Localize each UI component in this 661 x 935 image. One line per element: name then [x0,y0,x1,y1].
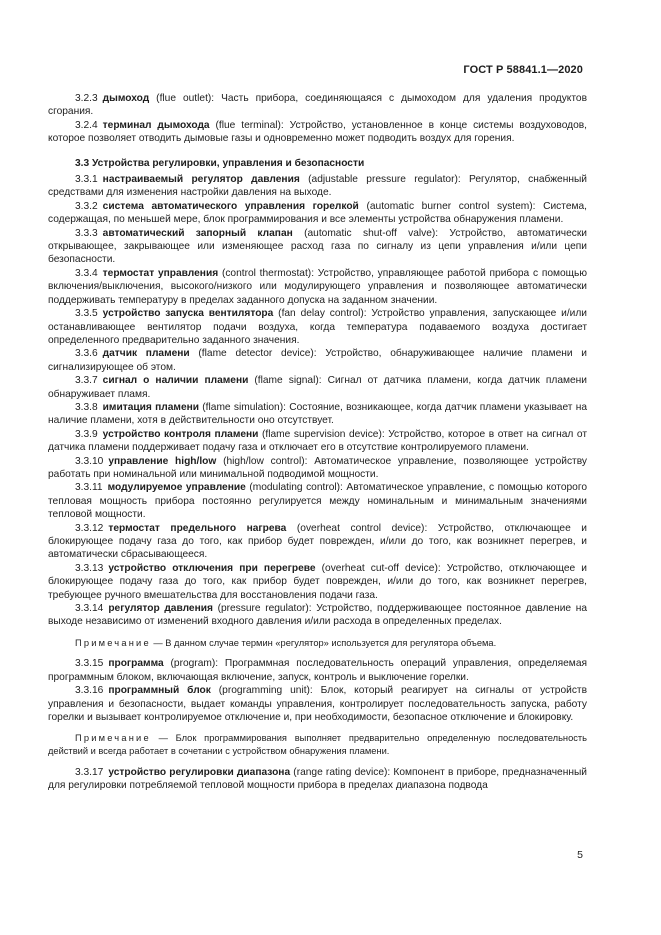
entry-number: 3.3.5 [75,308,98,320]
definition-entry [48,374,587,401]
definition-entry [48,455,587,482]
definition-entry [48,200,587,227]
entry-term: устройство запуска вентилятора [102,308,274,320]
entry-number: 3.3.4 [75,267,98,279]
entry-number: 3.3.15 [75,658,104,670]
entry-definition: (flame simulation): Состояние, возникающее, когда датчик пламени указывает на наличие пламени, хотя в действительности оно отсутствует. [48,401,587,427]
entry-definition: (automatic shut-off valve): Устройство, автоматически открывающее, закрывающее или изменяющее расход газа по сигналу из цепи управления и/или цепи безопасности. [48,227,587,266]
entry-term: сигнал о наличии пламени [102,375,249,387]
definition-entry [48,401,587,428]
definition-entry [48,92,587,119]
entry-definition: (adjustable pressure regulator): Регулятор, снабженный средствами для изменения настройки давления на выходе. [48,174,587,199]
entry-term: система автоматического управления горелкой [102,200,359,212]
entry-term: программный блок [108,685,211,697]
entry-definition: (control thermostat): Устройство, управляющее работой прибора с помощью включения/выключения, высокого/низкого или модулирующего управления и позволяющее автоматически поддерживать температуру в пределах заданного допуска на заданном значении. [48,267,588,306]
entry-definition: (modulating control): Автоматическое управление, с помощью которого тепловая мощность прибора постоянно регулируется между номинальным и минимальным значениями тепловой мощности. [48,482,587,521]
entry-term: термостат предельного нагрева [108,522,287,534]
entry-definition: (programming unit): Блок, который реагирует на сигналы от устройств управления и безопасности, выдает команды управления, контролирует последовательность запуска, работу горелки и вызывает контролируемое отключение и, при необходимости, безопасное отключение и блокировку. [48,685,588,724]
entry-number: 3.3.12 [75,522,104,534]
entry-definition: (flue outlet): Часть прибора, соединяющаяся с дымоходом для удаления продуктов сгорания. [48,93,587,118]
entry-term: программа [108,658,164,670]
definition-entry [48,173,587,200]
entry-number: 3.2.4 [75,119,98,131]
entry-definition: (high/low control): Автоматическое управление, позволяющее устройству работать при номинальной или минимальной подводимой мощности. [48,455,587,480]
entry-number: 3.3.1 [75,174,98,186]
note-label: Примечание [75,637,151,648]
definition-entry [48,657,587,684]
entry-term: настраиваемый регулятор давления [102,174,300,186]
entry-number: 3.3.9 [75,428,98,440]
definition-entry [48,347,587,374]
entry-term: дымоход [102,93,150,104]
entry-term: устройство отключения при перегреве [108,562,316,574]
definition-entry [48,267,587,307]
definition-entry [48,307,587,347]
entry-term: устройство контроля пламени [102,428,259,440]
entry-definition: (range rating device): Компонент в приборе, предназначенный для регулировки потребляемой тепловой мощности прибора в пределах диапазона подвода [48,766,587,792]
page-number: 5 [577,849,583,861]
entry-definition: (pressure regulator): Устройство, поддерживающее постоянное давление на выходе независимо от изменений входного давления и/или расхода в определенных пределах. [48,603,587,628]
definition-entry [48,481,587,521]
document-body [48,92,587,792]
entry-term: модулируемое управление [107,482,246,494]
entry-definition: (flame detector device): Устройство, обнаруживающее наличие пламени и сигнализирующее об этом. [48,348,587,373]
definition-entry [48,766,587,793]
entry-number: 3.3.11 [75,482,103,494]
entry-definition: (automatic burner control system): Система, содержащая, по меньшей мере, блок программирования и все элементы устройства обнаружения пламени. [48,200,587,226]
entry-term: терминал дымохода [102,119,210,131]
note-2 [48,732,587,757]
entry-number: 3.3.10 [75,455,104,467]
entries-mid [48,657,587,724]
entry-term: регулятор давления [108,603,213,615]
entry-number: 3.3.2 [75,200,98,212]
entry-number: 3.3.7 [75,375,98,387]
document-header: ГОСТ Р 58841.1—2020 [463,64,583,76]
definition-entry [48,119,587,146]
entry-definition: (flame signal): Сигнал от датчика пламени, когда датчик пламени обнаруживает пламя. [48,375,587,400]
definition-entry [48,684,587,724]
definition-entry [48,562,587,602]
definition-entry [48,522,587,562]
entry-definition: (overheat control device): Устройство, отключающее и блокирующее подачу газа до того, как прибор будет поврежден, и/или до того, как возникнет перегрев, и автоматически сбрасывающееся. [48,522,587,561]
entries-main [48,173,587,629]
entry-term: автоматический запорный клапан [102,227,293,239]
entry-number: 3.3.16 [75,685,104,697]
entry-number: 3.3.14 [75,603,104,615]
entry-definition: (program): Программная последовательность операций управления, определяемая программным блоком, включающая включение, запуск, контроль и выключение горелки. [48,658,587,683]
section-title: 3.3 Устройства регулировки, управления и безопасности [75,157,365,169]
definition-entry [48,428,587,455]
entry-definition: (flue terminal): Устройство, установленное в конце системы воздуховодов, которое позволяет отводить дымовые газы и одновременно может подводить воздух для горения. [48,119,587,145]
entries-top [48,92,587,146]
entry-term: управление high/low [108,455,217,467]
entry-term: устройство регулировки диапазона [108,766,291,778]
definition-entry [48,227,587,267]
entry-number: 3.3.3 [75,227,98,239]
definition-entry [48,602,587,629]
entry-number: 3.3.8 [75,401,98,413]
note-text: — В данном случае термин «регулятор» используется для регулятора объема. [150,637,497,648]
entry-definition: (flame supervision device): Устройство, которое в ответ на сигнал от датчика пламени поддерживает подачу газа и отключает его в отсутствие контролируемого пламени. [48,428,587,454]
entry-number: 3.3.17 [75,766,104,778]
entry-term: термостат управления [102,267,219,279]
note-text: — Блок программирования выполняет предварительно определенную последовательность действий и всегда работает в сочетании с устройством обнаружения пламени. [48,733,587,757]
note-1 [48,637,587,650]
entry-number: 3.2.3 [75,93,98,104]
entry-term: имитация пламени [102,401,200,413]
entry-definition: (fan delay control): Устройство управления, запускающее и/или останавливающее вентилятор подачи воздуха, когда температура подаваемого воздуха достигает определенного предварительно заданного значения. [48,308,587,346]
entry-number: 3.3.13 [75,562,104,574]
note-label: Примечание [75,733,151,744]
entry-number: 3.3.6 [75,348,98,360]
entries-bottom [48,766,587,793]
entry-term: датчик пламени [102,348,190,360]
entry-definition: (overheat cut-off device): Устройство, отключающее и блокирующее подачу газа до того, как прибор будет поврежден, и/или до того, как возникнет перегрев, требующее ручного вмешательства для восстановления подачи газа. [48,562,587,601]
